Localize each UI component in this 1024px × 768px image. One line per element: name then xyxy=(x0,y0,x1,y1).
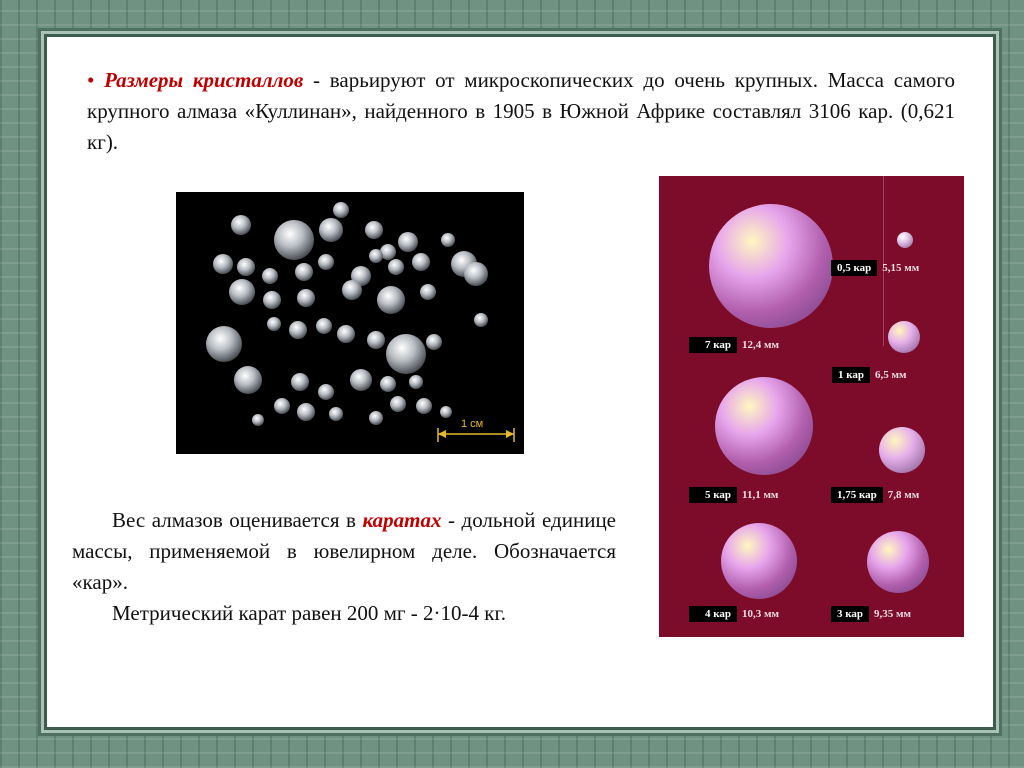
carat-value: 1 кар xyxy=(832,367,870,383)
diamond-0-5-carat xyxy=(897,232,913,248)
crystal-size-heading: Размеры кристаллов xyxy=(104,68,304,92)
diamond-3-carat xyxy=(867,531,929,593)
carat-value: 1,75 кар xyxy=(831,487,883,503)
size-value: 9,35 мм xyxy=(874,608,912,620)
carat-paragraph xyxy=(72,505,616,598)
diamond-label xyxy=(689,487,783,503)
diamond-4-carat xyxy=(721,523,797,599)
diamond-label xyxy=(831,260,924,276)
carat-text-start: Вес алмазов оценивается в xyxy=(112,508,363,532)
diamond-7-carat xyxy=(709,204,833,328)
intro-text: - варьируют от микроскопических до очень крупных. Масса самого крупного алмаза «Куллинан», найденного в 1905 в Южной Африке составлял 3106 кар. (0,621 кг). xyxy=(87,68,956,154)
diamond-label xyxy=(831,606,916,622)
size-value: 11,1 мм xyxy=(742,489,779,501)
carat-value: 4 кар xyxy=(689,606,737,622)
diamond-1-carat xyxy=(888,321,920,353)
size-value: 7,8 мм xyxy=(887,489,920,501)
rough-diamonds-photo xyxy=(176,192,524,454)
diamond-size-chart xyxy=(659,176,964,637)
size-value: 5,15 мм xyxy=(882,262,920,274)
size-value: 6,5 мм xyxy=(875,369,907,381)
size-value: 12,4 мм xyxy=(742,339,780,351)
carat-value: 0,5 кар xyxy=(831,260,877,276)
carat-value: 3 кар xyxy=(831,606,869,622)
scale-bar-label: 1 см xyxy=(461,418,484,430)
diamond-1-75-carat xyxy=(879,427,925,473)
metric-carat-text: Метрический карат равен 200 мг - 2·10-4 кг. xyxy=(112,601,506,625)
bullet: • xyxy=(87,68,95,92)
intro-paragraph xyxy=(87,65,955,158)
carat-value: 7 кар xyxy=(689,337,737,353)
slide xyxy=(44,34,996,730)
size-value: 10,3 мм xyxy=(742,608,780,620)
carat-value: 5 кар xyxy=(689,487,737,503)
diamond-label xyxy=(831,487,924,503)
diamond-5-carat xyxy=(715,377,813,475)
diamond-label xyxy=(689,337,784,353)
carat-term: каратах xyxy=(362,508,442,532)
diamond-label xyxy=(689,606,784,622)
carat-text-end: - дольной единице массы, применяемой в ювелирном деле. Обозначается «кар». xyxy=(72,508,617,594)
diamond-label xyxy=(832,367,912,383)
